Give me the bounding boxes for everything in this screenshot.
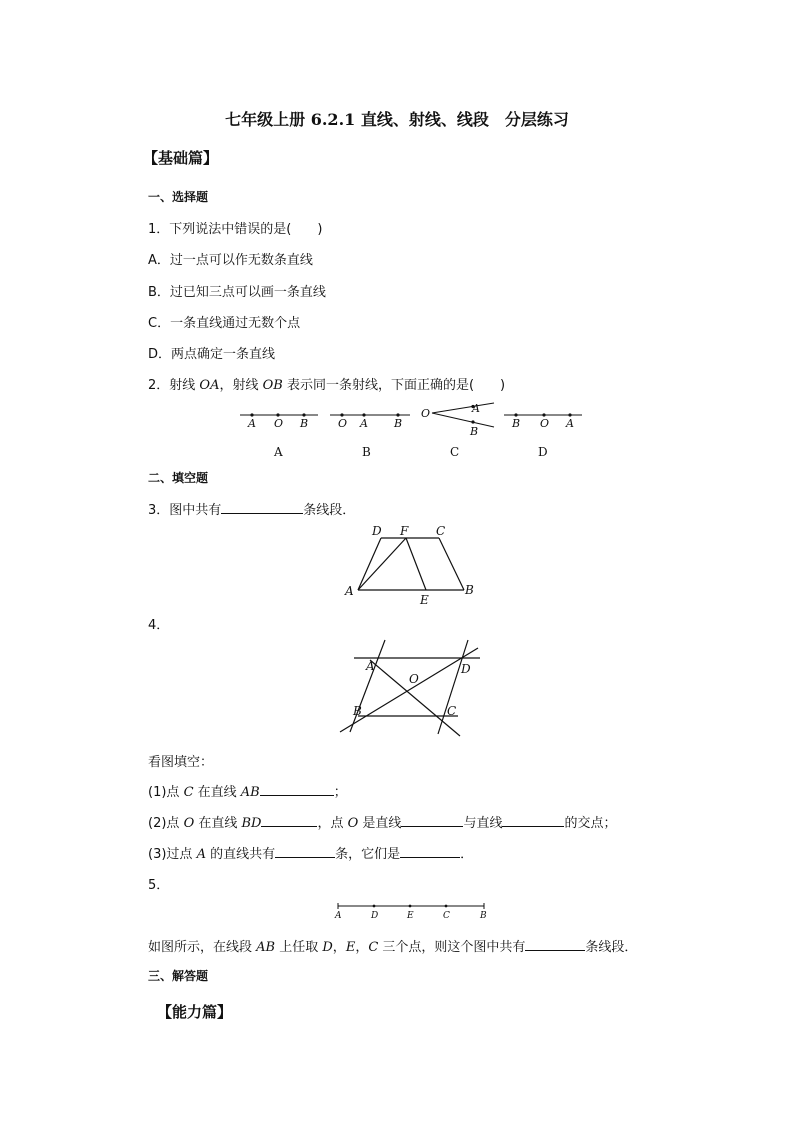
figC-label-b: B xyxy=(470,425,479,438)
q4-figure xyxy=(332,636,502,740)
section-basic: 【基础篇】 xyxy=(143,149,219,167)
q4-label-o: O xyxy=(409,672,419,686)
q5-dot-e xyxy=(409,905,412,908)
q5-dot-d xyxy=(373,905,376,908)
q1-option-d: D．两点确定一条直线 xyxy=(148,347,276,362)
q4-instruction: 看图填空： xyxy=(148,755,214,770)
heading-answer: 三、解答题 xyxy=(148,969,209,983)
q4-label-d: D xyxy=(461,662,471,676)
figD-label-1: B xyxy=(512,417,521,430)
q3-label-c: C xyxy=(436,524,446,538)
figC-label-a: A xyxy=(472,402,480,415)
heading-fill: 二、填空题 xyxy=(148,471,209,485)
q4-2-blank-3[interactable] xyxy=(502,814,564,827)
figA-label-3: B xyxy=(300,417,309,430)
q5-dot-c xyxy=(445,905,448,908)
q5-figure xyxy=(330,896,494,926)
q3-figure xyxy=(340,520,480,610)
q4-item-3: (3)过点 A 的直线共有 条，它们是 ． xyxy=(148,847,474,862)
q2-stem: 2．射线 OA，射线 OB 表示同一条射线，下面正确的是( ) xyxy=(148,378,506,393)
q5-label-c: C xyxy=(443,911,450,921)
line-bd xyxy=(340,648,478,732)
q3-label-a: A xyxy=(345,584,354,598)
figB-label-1: O xyxy=(338,417,348,430)
figD-label-2: O xyxy=(540,417,550,430)
q5-label-d: D xyxy=(371,911,379,921)
q4-item-2: (2)点 O 在直线 BD ，点 O 是直线 与直线 的交点； xyxy=(148,816,617,831)
line-dc xyxy=(438,640,468,734)
page-title: 七年级上册 6.2.1 直线、射线、线段 分层练习 xyxy=(225,110,569,129)
q4-2-blank-2[interactable] xyxy=(401,814,463,827)
q2-option-b: B xyxy=(362,445,371,459)
q5-label-a: A xyxy=(335,911,342,921)
seg-da xyxy=(358,538,381,590)
q2-option-c: C xyxy=(450,445,460,459)
seg-fe xyxy=(406,538,426,590)
q5-label-e: E xyxy=(407,911,414,921)
q4-2-blank-1[interactable] xyxy=(261,814,317,827)
figA-label-1: A xyxy=(248,417,256,430)
line-ab xyxy=(350,640,385,732)
q1-stem: 1．下列说法中错误的是( ) xyxy=(148,222,323,237)
q4-3-blank-1[interactable] xyxy=(275,845,335,858)
seg-cb xyxy=(439,538,464,590)
q1-option-c: C．一条直线通过无数个点 xyxy=(148,316,301,331)
q2-option-d: D xyxy=(538,445,548,459)
q4-number: 4． xyxy=(148,618,170,633)
figC-ray2 xyxy=(432,413,494,427)
figC-dot-2 xyxy=(471,420,474,423)
q5-stem: 如图所示，在线段 AB 上任取 D，E，C 三个点，则这个图中共有 条线段． xyxy=(148,940,638,955)
figC-label-o: O xyxy=(421,407,431,420)
q4-item-1: (1)点 C 在直线 AB ； xyxy=(148,785,347,800)
q3-label-f: F xyxy=(400,524,409,538)
q3-label-d: D xyxy=(372,524,382,538)
q4-label-b: B xyxy=(353,704,362,718)
heading-choice: 一、选择题 xyxy=(148,190,209,204)
q5-label-b: B xyxy=(480,911,487,921)
seg-fa xyxy=(358,538,406,590)
q3-blank[interactable] xyxy=(221,501,303,514)
q2-option-a: A xyxy=(274,445,283,459)
q4-label-c: C xyxy=(447,704,457,718)
section-ability: 【能力篇】 xyxy=(157,1003,233,1021)
q1-option-a: A．过一点可以作无数条直线 xyxy=(148,253,313,268)
q3-label-e: E xyxy=(420,593,429,607)
q3-label-b: B xyxy=(465,583,474,597)
figD-label-3: A xyxy=(566,417,574,430)
q4-label-a: A xyxy=(366,659,375,673)
figB-label-2: A xyxy=(360,417,368,430)
q4-3-blank-2[interactable] xyxy=(400,845,460,858)
q5-blank[interactable] xyxy=(525,938,585,951)
q5-number: 5． xyxy=(148,878,170,893)
figB-label-3: B xyxy=(394,417,403,430)
q1-option-b: B．过已知三点可以画一条直线 xyxy=(148,285,326,300)
q4-1-blank[interactable] xyxy=(260,783,334,796)
figA-label-2: O xyxy=(274,417,284,430)
figC-ray1 xyxy=(432,403,494,413)
q2-figures xyxy=(236,400,596,440)
q3-stem: 3．图中共有 条线段． xyxy=(148,503,356,518)
